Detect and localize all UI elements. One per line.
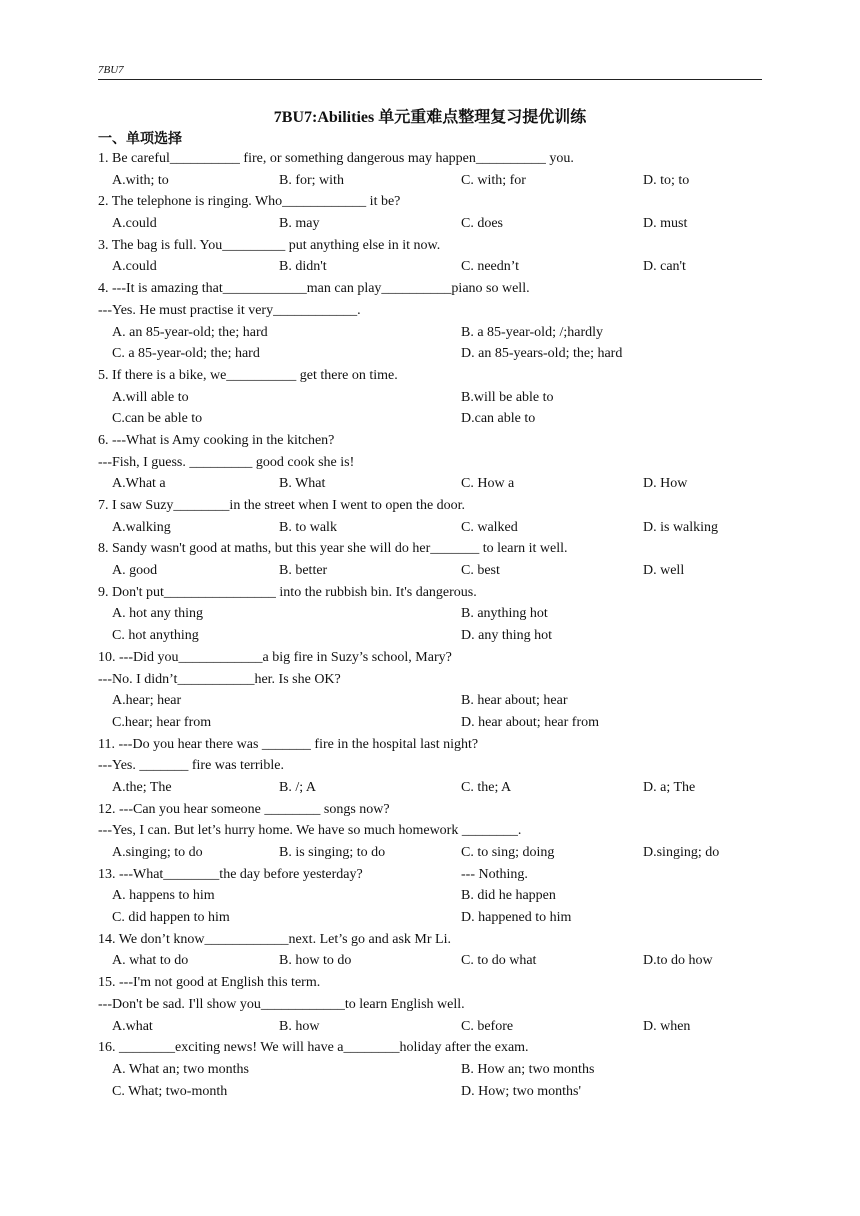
question-stem bbox=[98, 647, 762, 669]
option-a: A.could bbox=[112, 259, 157, 275]
section-heading: 一、单项选择 bbox=[98, 132, 182, 147]
question-text: ---Yes, I can. But let’s hurry home. We have so much homework ________. bbox=[98, 823, 522, 839]
answer-note: --- Nothing. bbox=[461, 866, 528, 882]
options-row bbox=[98, 322, 762, 344]
question-13 bbox=[98, 864, 762, 929]
question-stem bbox=[98, 669, 762, 691]
options-row bbox=[98, 603, 762, 625]
question-text: 13. ---What________the day before yesterday? bbox=[98, 866, 363, 882]
option-c: C. How a bbox=[461, 476, 515, 492]
question-stem bbox=[98, 278, 762, 300]
option-c: C. to do what bbox=[461, 953, 537, 969]
option-a: A. happens to him bbox=[112, 888, 215, 904]
question-12 bbox=[98, 799, 762, 864]
question-stem bbox=[98, 582, 762, 604]
header-rule bbox=[98, 79, 762, 80]
question-stem bbox=[98, 864, 762, 886]
option-c: C. with; for bbox=[461, 172, 526, 188]
question-stem bbox=[98, 1037, 762, 1059]
question-text: 1. Be careful__________ fire, or something dangerous may happen__________ you. bbox=[98, 151, 574, 166]
option-d: D. hear about; hear from bbox=[461, 714, 599, 730]
option-c: C. did happen to him bbox=[112, 910, 230, 926]
question-stem bbox=[98, 820, 762, 842]
option-d: D. can't bbox=[643, 259, 686, 275]
options-row bbox=[98, 907, 762, 929]
option-b: B. how to do bbox=[279, 953, 352, 969]
options-row bbox=[98, 690, 762, 712]
option-b: B. What bbox=[279, 476, 326, 492]
question-stem bbox=[98, 929, 762, 951]
option-d: D.singing; do bbox=[643, 845, 720, 860]
options-row bbox=[98, 387, 762, 409]
page-title: 7BU7:Abilities 单元重难点整理复习提优训练 bbox=[273, 109, 587, 126]
question-stem bbox=[98, 300, 762, 322]
question-7 bbox=[98, 495, 762, 538]
option-b: B. didn't bbox=[279, 259, 327, 275]
question-text: ---Yes. He must practise it very____________. bbox=[98, 302, 361, 318]
options-row bbox=[98, 950, 762, 972]
option-b: B. for; with bbox=[279, 172, 344, 188]
option-d: D. to; to bbox=[643, 172, 690, 188]
question-stem bbox=[98, 148, 762, 170]
option-a: A. what to do bbox=[112, 953, 189, 969]
option-a: A.singing; to do bbox=[112, 845, 203, 860]
option-a: A.will able to bbox=[112, 389, 189, 405]
question-text: 15. ---I'm not good at English this term. bbox=[98, 975, 321, 991]
question-8 bbox=[98, 538, 762, 581]
option-c: C. does bbox=[461, 216, 503, 232]
option-c: C. hot anything bbox=[112, 628, 199, 644]
options-row bbox=[98, 256, 762, 278]
question-text: 3. The bag is full. You_________ put anything else in it now. bbox=[98, 237, 441, 253]
option-a: A. good bbox=[112, 563, 158, 579]
option-a: A. What an; two months bbox=[112, 1061, 250, 1077]
option-c: C. before bbox=[461, 1018, 514, 1034]
question-stem bbox=[98, 799, 762, 821]
options-row bbox=[98, 625, 762, 647]
option-b: B.will be able to bbox=[461, 389, 554, 405]
options-row bbox=[98, 517, 762, 539]
question-stem bbox=[98, 452, 762, 474]
option-b: B. how bbox=[279, 1018, 320, 1034]
question-text: 9. Don't put________________ into the rubbish bin. It's dangerous. bbox=[98, 584, 477, 600]
option-d: D. any thing hot bbox=[461, 628, 552, 644]
option-d: D. How; two months' bbox=[461, 1083, 581, 1099]
question-stem bbox=[98, 495, 762, 517]
options-row bbox=[98, 1059, 762, 1081]
options-row bbox=[98, 170, 762, 192]
question-14 bbox=[98, 929, 762, 972]
question-9 bbox=[98, 582, 762, 647]
question-10 bbox=[98, 647, 762, 734]
option-d: D. must bbox=[643, 216, 688, 232]
options-row bbox=[98, 213, 762, 235]
option-b: B. better bbox=[279, 563, 328, 579]
option-b: B. hear about; hear bbox=[461, 693, 568, 709]
option-b: B. may bbox=[279, 216, 320, 232]
question-stem bbox=[98, 430, 762, 452]
option-c: C.can be able to bbox=[112, 411, 203, 427]
question-text: ---No. I didn’t___________her. Is she OK? bbox=[98, 671, 341, 687]
option-a: A.could bbox=[112, 216, 157, 232]
option-c: C. needn’t bbox=[461, 259, 520, 275]
question-stem bbox=[98, 191, 762, 213]
option-a: A.What a bbox=[112, 476, 166, 492]
question-1 bbox=[98, 148, 762, 191]
question-text: ---Fish, I guess. _________ good cook she is! bbox=[98, 454, 355, 470]
options-row bbox=[98, 473, 762, 495]
option-b: B. to walk bbox=[279, 519, 337, 535]
option-c: C. to sing; doing bbox=[461, 845, 555, 860]
option-d: D. well bbox=[643, 563, 685, 579]
question-list bbox=[98, 148, 762, 1102]
option-b: B. /; A bbox=[279, 779, 316, 795]
option-a: A.walking bbox=[112, 519, 171, 535]
option-b: B. is singing; to do bbox=[279, 845, 386, 860]
question-2 bbox=[98, 191, 762, 234]
option-c: C.hear; hear from bbox=[112, 714, 212, 730]
options-row bbox=[98, 885, 762, 907]
option-a: A.hear; hear bbox=[112, 693, 182, 709]
option-d: D. How bbox=[643, 476, 688, 492]
option-d: D. when bbox=[643, 1018, 691, 1034]
question-text: 2. The telephone is ringing. Who____________ it be? bbox=[98, 194, 401, 210]
option-c: C. walked bbox=[461, 519, 518, 535]
question-text: 11. ---Do you hear there was _______ fire in the hospital last night? bbox=[98, 736, 479, 752]
question-text: 16. ________exciting news! We will have a________holiday after the exam. bbox=[98, 1040, 529, 1056]
option-c: C. best bbox=[461, 563, 500, 579]
question-text: 8. Sandy wasn't good at maths, but this year she will do her_______ to learn it well. bbox=[98, 541, 568, 557]
option-b: B. a 85-year-old; /;hardly bbox=[461, 324, 604, 340]
options-row bbox=[98, 1081, 762, 1103]
option-c: C. a 85-year-old; the; hard bbox=[112, 346, 260, 362]
question-stem bbox=[98, 972, 762, 994]
question-stem bbox=[98, 538, 762, 560]
options-row bbox=[98, 408, 762, 430]
question-11 bbox=[98, 734, 762, 799]
option-b: B. anything hot bbox=[461, 606, 548, 622]
option-d: D.can able to bbox=[461, 411, 536, 427]
question-16 bbox=[98, 1037, 762, 1102]
option-a: A. hot any thing bbox=[112, 606, 203, 622]
option-b: B. did he happen bbox=[461, 888, 556, 904]
option-d: D. is walking bbox=[643, 519, 719, 535]
question-stem bbox=[98, 994, 762, 1016]
option-a: A.what bbox=[112, 1018, 153, 1034]
question-stem bbox=[98, 755, 762, 777]
option-d: D. an 85-years-old; the; hard bbox=[461, 346, 623, 362]
question-stem bbox=[98, 734, 762, 756]
running-header: 7BU7 bbox=[98, 64, 124, 76]
option-c: C. What; two-month bbox=[112, 1083, 228, 1099]
options-row bbox=[98, 1016, 762, 1038]
question-text: 12. ---Can you hear someone ________ songs now? bbox=[98, 801, 390, 817]
question-text: 14. We don’t know____________next. Let’s go and ask Mr Li. bbox=[98, 931, 451, 947]
option-d: D. happened to him bbox=[461, 910, 572, 926]
question-4 bbox=[98, 278, 762, 365]
options-row bbox=[98, 343, 762, 365]
option-d: D.to do how bbox=[643, 953, 713, 969]
option-c: C. the; A bbox=[461, 779, 512, 795]
question-text: 6. ---What is Amy cooking in the kitchen? bbox=[98, 432, 335, 448]
question-3 bbox=[98, 235, 762, 278]
question-text: 10. ---Did you____________a big fire in Suzy’s school, Mary? bbox=[98, 649, 452, 665]
options-row bbox=[98, 712, 762, 734]
option-a: A.with; to bbox=[112, 172, 169, 188]
option-a: A.the; The bbox=[112, 779, 172, 795]
question-text: ---Yes. _______ fire was terrible. bbox=[98, 758, 284, 774]
options-row bbox=[98, 842, 762, 864]
options-row bbox=[98, 560, 762, 582]
option-a: A. an 85-year-old; the; hard bbox=[112, 324, 268, 340]
question-text: 7. I saw Suzy________in the street when I went to open the door. bbox=[98, 498, 466, 513]
question-text: 5. If there is a bike, we__________ get there on time. bbox=[98, 367, 398, 383]
question-6 bbox=[98, 430, 762, 495]
question-stem bbox=[98, 235, 762, 257]
question-5 bbox=[98, 365, 762, 430]
question-text: 4. ---It is amazing that____________man can play__________piano so well. bbox=[98, 281, 530, 297]
question-stem bbox=[98, 365, 762, 387]
option-b: B. How an; two months bbox=[461, 1061, 595, 1077]
options-row bbox=[98, 777, 762, 799]
question-text: ---Don't be sad. I'll show you____________to learn English well. bbox=[98, 996, 465, 1012]
question-15 bbox=[98, 972, 762, 1037]
option-d: D. a; The bbox=[643, 779, 696, 795]
